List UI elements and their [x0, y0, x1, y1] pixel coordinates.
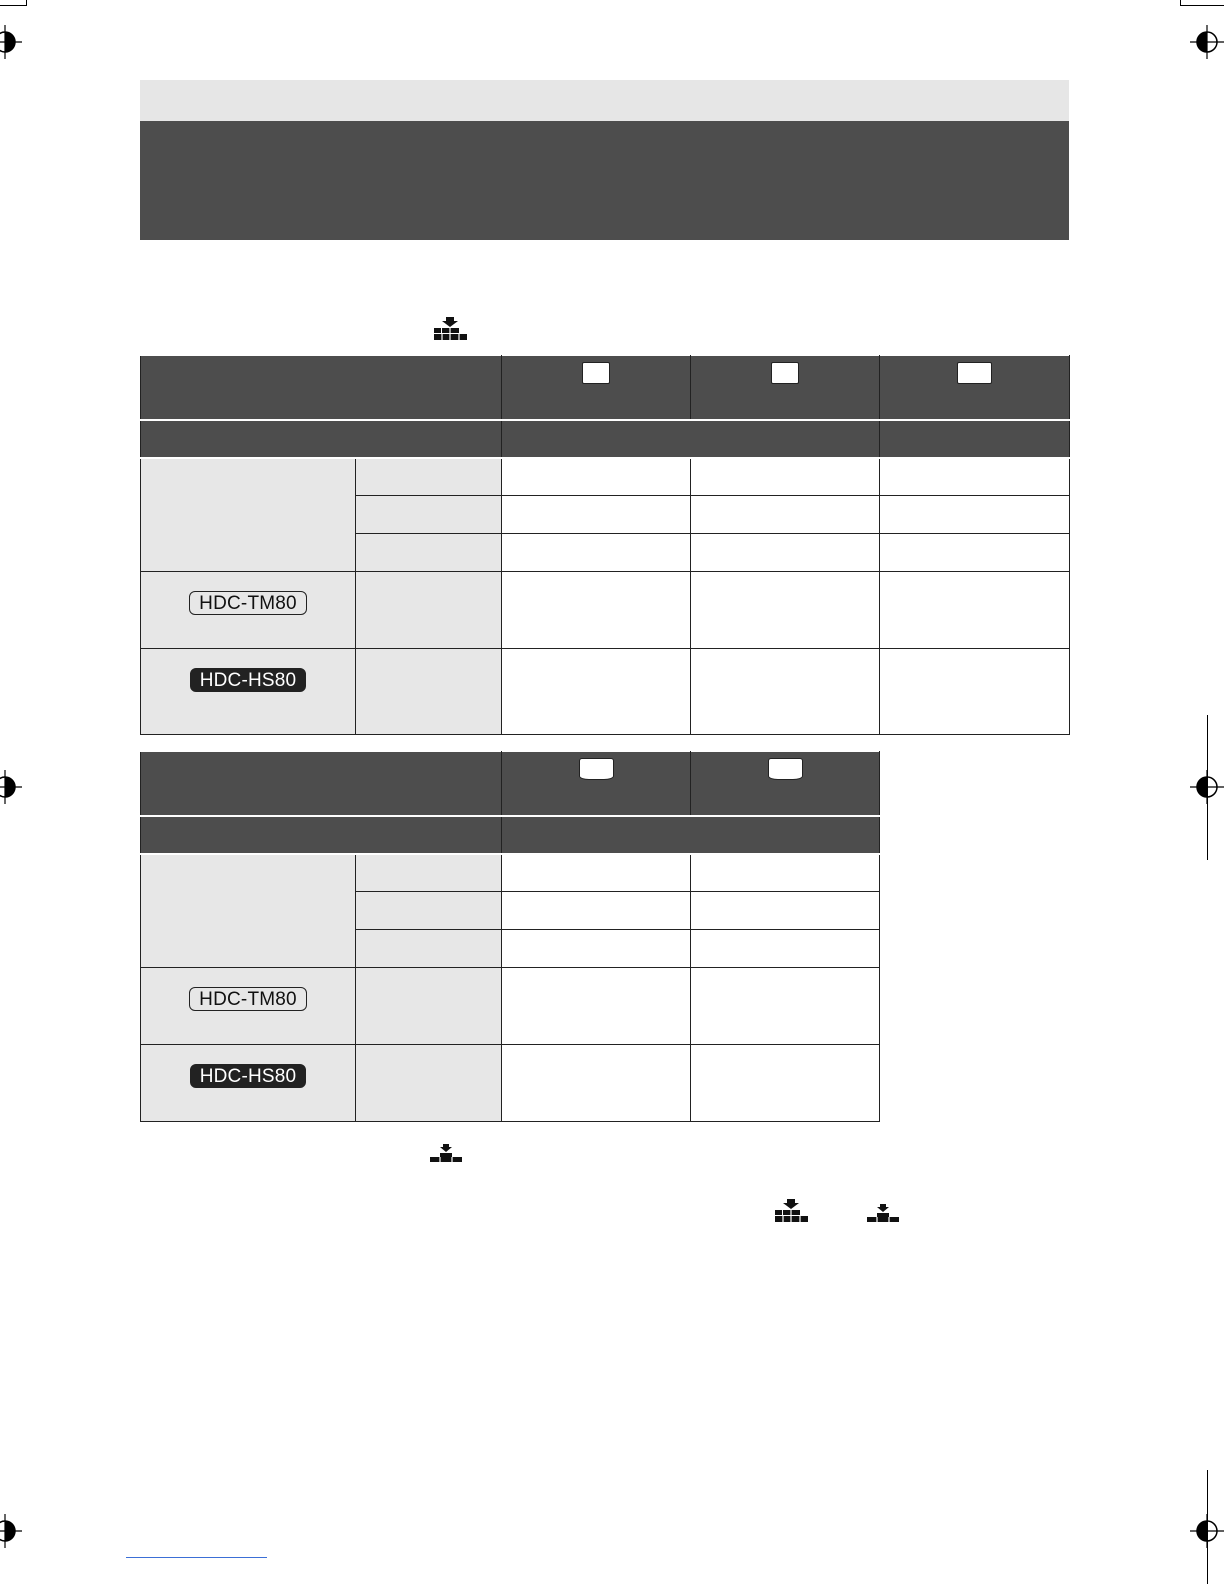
- table-cell: [691, 854, 880, 892]
- table-cell: [691, 930, 880, 968]
- registration-mark-icon: [1190, 25, 1224, 59]
- spec-table-2: [140, 751, 880, 1122]
- table-row-label: [356, 1045, 502, 1122]
- table-cell: [880, 649, 1070, 735]
- table-row-label: [356, 854, 502, 892]
- model-cell-tm80: [141, 572, 356, 649]
- registration-mark-icon: [0, 770, 22, 804]
- registration-mark-icon: [1190, 1514, 1224, 1548]
- mode-indicator-wave-box-icon: [768, 758, 803, 780]
- header-banner-dark: [140, 121, 1069, 240]
- table-cell: [691, 496, 880, 534]
- table-cell: [502, 534, 691, 572]
- table-row-label: [356, 968, 502, 1045]
- table-subheader-label: [141, 816, 502, 854]
- registration-mark-icon: [0, 25, 22, 59]
- table-cell: [880, 458, 1070, 496]
- table-cell: [502, 854, 691, 892]
- table-subheader-group-2: [880, 420, 1070, 458]
- table-cell: [502, 968, 691, 1045]
- table-cell: [691, 572, 880, 649]
- table-cell: [691, 534, 880, 572]
- table-cell: [691, 968, 880, 1045]
- table-row-label: [356, 496, 502, 534]
- table-row-label: [356, 458, 502, 496]
- model-badge-tm80: HDC-TM80: [189, 987, 307, 1011]
- table-header-mode-4: [502, 752, 691, 816]
- table-subheader-label: [141, 420, 502, 458]
- table-cell: [880, 572, 1070, 649]
- table-cell: [502, 930, 691, 968]
- mode-indicator-box-icon: [582, 362, 610, 384]
- mode-indicator-box-icon: [771, 362, 799, 384]
- stacked-blocks-icon: [434, 317, 467, 346]
- table-cell: [691, 649, 880, 735]
- table-header-label: [141, 752, 502, 816]
- crop-mark-top-left-h: [0, 5, 27, 6]
- table-cell: [502, 649, 691, 735]
- table-header-label: [141, 356, 502, 420]
- registration-mark-icon: [1190, 770, 1224, 804]
- small-stacked-blocks-icon: [430, 1144, 462, 1167]
- table-cell: [502, 1045, 691, 1122]
- table-cell: [691, 458, 880, 496]
- table-row-label: [356, 649, 502, 735]
- table-header-mode-2: [691, 356, 880, 420]
- table-row-group-label: [141, 854, 356, 968]
- crop-mark-top-right-h: [1180, 5, 1224, 6]
- mode-indicator-wave-box-icon: [579, 758, 614, 780]
- table-cell: [691, 1045, 880, 1122]
- model-badge-hs80: HDC-HS80: [190, 668, 307, 692]
- page-link-underline[interactable]: [126, 1557, 267, 1558]
- small-stacked-blocks-icon: [867, 1204, 899, 1227]
- table-row-label: [356, 534, 502, 572]
- table-cell: [691, 892, 880, 930]
- model-cell-tm80: [141, 968, 356, 1045]
- table-subheader-group-1: [502, 816, 880, 854]
- table-header-mode-5: [691, 752, 880, 816]
- table-row-label: [356, 892, 502, 930]
- model-cell-hs80: [141, 1045, 356, 1122]
- stacked-blocks-icon: [775, 1199, 808, 1228]
- header-banner-light: [140, 80, 1069, 121]
- registration-mark-icon: [0, 1514, 22, 1548]
- table-cell: [502, 892, 691, 930]
- table-header-mode-1: [502, 356, 691, 420]
- table-row-label: [356, 930, 502, 968]
- table-cell: [502, 496, 691, 534]
- table-subheader-group-1: [502, 420, 880, 458]
- mode-indicator-box-icon: [957, 362, 992, 384]
- model-cell-hs80: [141, 649, 356, 735]
- table-row-group-label: [141, 458, 356, 572]
- table-row-label: [356, 572, 502, 649]
- model-badge-hs80: HDC-HS80: [190, 1064, 307, 1088]
- table-header-mode-3: [880, 356, 1070, 420]
- table-cell: [880, 534, 1070, 572]
- table-cell: [502, 572, 691, 649]
- model-badge-tm80: HDC-TM80: [189, 591, 307, 615]
- table-cell: [880, 496, 1070, 534]
- table-cell: [502, 458, 691, 496]
- spec-table-1: [140, 355, 1070, 735]
